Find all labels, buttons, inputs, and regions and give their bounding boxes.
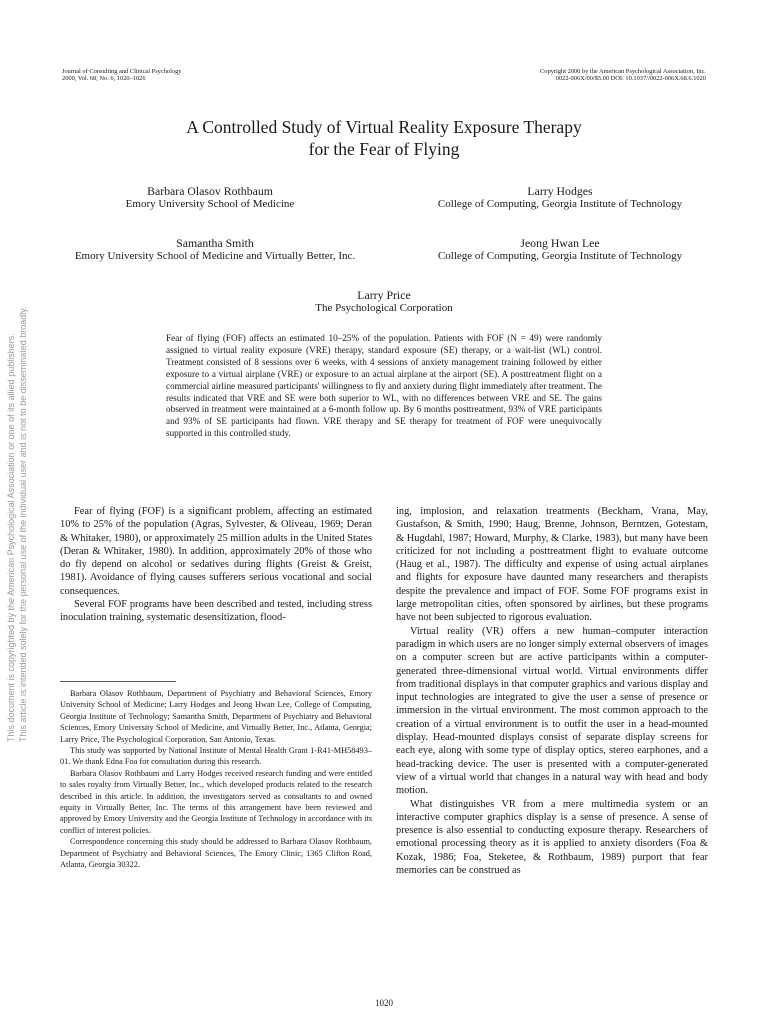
side-notice-line-2: This article is intended solely for the personal use of the individual user and is not to be disseminated broadly. bbox=[18, 306, 28, 742]
author-block bbox=[60, 237, 370, 263]
footnote-divider bbox=[60, 681, 176, 682]
paragraph: ing, implosion, and relaxation treatments (Beckham, Vrana, May, Gustafson, & Smith, 1990; Haug, Brenne, Johnson, Berntzen, Gotestam, & Hugdahl, 1987; Howard, Murphy, & Clarke, 1983), but many have been criticized for not including a posttreatment flight to evaluate outcome (Haug et al., 1987). The difficulty and expense of using actual airplanes and flights for exposure have daunted many researchers and therapists despite the prevalence and impact of FOF. Some FOF programs exist in large metropolitan cities, often sponsored by airlines, but these programs have not been subjected to rigorous evaluation. bbox=[396, 506, 708, 624]
author-block bbox=[80, 185, 340, 211]
footnote-paragraph: Correspondence concerning this study should be addressed to Barbara Olasov Rothbaum, Department of Psychiatry and Behavioral Sciences, The Emory Clinic, 1365 Clifton Road, Atlanta, Georgia 30322. bbox=[60, 837, 372, 870]
author-name: Larry Price bbox=[357, 288, 411, 302]
body-column-right bbox=[396, 505, 708, 877]
author-name: Jeong Hwan Lee bbox=[520, 236, 600, 250]
footnote-paragraph: Barbara Olasov Rothbaum, Department of Psychiatry and Behavioral Sciences, Emory University School of Medicine; Larry Hodges and Jeong Hwan Lee, College of Computing, Georgia Institute of Technology; Samantha Smith, Department of Psychiatry and Behavioral Sciences, Emory University School of Medicine, and Virtually Better, Inc., Atlanta, Georgia; Larry Price, The Psychological Corporation, San Antonio, Texas. bbox=[60, 689, 372, 744]
author-block bbox=[400, 237, 720, 263]
copyright-line: Copyright 2000 by the American Psychological Association, Inc. bbox=[540, 68, 706, 75]
footnote-paragraph: Barbara Olasov Rothbaum and Larry Hodges received research funding and were entitled to sales royalty from Virtually Better, Inc., which developed products related to the research described in this article. In addition, the investigators served as consultants to and owned equity in Virtually Better, Inc. The terms of this arrangement have been reviewed and approved by Emory University and the Georgia Institute of Technology in accordance with its conflict of interest policies. bbox=[60, 768, 372, 835]
author-name: Samantha Smith bbox=[176, 236, 254, 250]
side-notice-line-1: This document is copyrighted by the American Psychological Association or one of its allied publishers. bbox=[6, 333, 16, 742]
title-line-1: A Controlled Study of Virtual Reality Exposure Therapy bbox=[186, 117, 582, 137]
author-name: Barbara Olasov Rothbaum bbox=[147, 184, 273, 198]
journal-header bbox=[62, 68, 181, 83]
author-affiliation: The Psychological Corporation bbox=[315, 302, 453, 314]
article-title bbox=[0, 116, 768, 160]
author-affiliation: Emory University School of Medicine and Virtually Better, Inc. bbox=[74, 250, 356, 262]
paragraph: Virtual reality (VR) offers a new human–computer interaction paradigm in which users are no longer simply external observers of images on a computer screen but are active participants within a computer-generated three-dimensional virtual world. Virtual environments differ from traditional displays in that computer graphics and various display and input technologies are integrated to give the user a sense of presence or immersion in the virtual environment. The most common approach to the creation of a virtual environment is to outfit the user in a head-mounted display. Head-mounted displays consist of separate display screens for each eye, along with some type of display optics, stereo earphones, and a head-tracking device. The user is presented with a computer-generated view of a virtual world that changes in a natural way with head and body motion. bbox=[396, 625, 708, 797]
copyright-side-notice bbox=[6, 302, 36, 742]
author-block bbox=[400, 185, 720, 211]
author-name: Larry Hodges bbox=[527, 184, 593, 198]
paragraph: Fear of flying (FOF) is a significant problem, affecting an estimated 10% to 25% of the population (Agras, Sylvester, & Oliveau, 1969; Deran & Whitaker, 1980), or approximately 25 million adults in the United States (Deran & Whitaker, 1980). In addition, approximately 20% of those who do fly depend on alcohol or sedatives during flights (Greist & Greist, 1981). Avoidance of flying causes sufferers serious vocational and social consequences. bbox=[60, 506, 372, 597]
body-column-left bbox=[60, 505, 372, 625]
author-block bbox=[234, 289, 534, 315]
journal-volume: 2000, Vol. 68, No. 6, 1020–1026 bbox=[62, 75, 146, 83]
author-affiliation: College of Computing, Georgia Institute of Technology bbox=[437, 198, 683, 210]
copyright-header bbox=[540, 68, 706, 83]
author-affiliation: College of Computing, Georgia Institute of Technology bbox=[437, 250, 683, 262]
journal-name: Journal of Consulting and Clinical Psychology bbox=[62, 68, 182, 75]
title-line-2: for the Fear of Flying bbox=[308, 139, 460, 159]
abstract: Fear of flying (FOF) affects an estimated 10–25% of the population. Patients with FOF (N = 49) were randomly assigned to virtual reality exposure (VRE) therapy, standard exposure (SE) therapy, or a wait-list (WL) control. Treatment consisted of 8 sessions over 6 weeks, with 4 sessions of anxiety management training followed by either exposure to a virtual airplane (VRE) or exposure to an actual airplane at the airport (SE). A posttreatment flight on a commercial airline measured participants' willingness to fly and anxiety during flight immediately after treatment. The results indicated that VRE and SE were both superior to WL, with no differences between VRE and SE. The gains observed in treatment were maintained at a 6-month follow up. By 6 months posttreatment, 93% of VRE participants and 93% of SE participants had flown. VRE therapy and SE therapy for treatment of FOF were unequivocally supported in this controlled study. bbox=[166, 333, 602, 439]
paragraph: What distinguishes VR from a mere multimedia system or an interactive computer graphics display is a sense of presence. A sense of presence is also essential to conducting exposure therapy. Researchers of emotional processing theory as it is applied to anxiety disorders (Foa & Kozak, 1986; Foa, Steketee, & Rothbaum, 1989) purport that fear memories can be construed as bbox=[396, 798, 708, 877]
footnote-paragraph: This study was supported by National Institute of Mental Health Grant 1-R41-MH58493–01. We thank Edna Foa for consultation during this research. bbox=[60, 746, 372, 767]
author-affiliation: Emory University School of Medicine bbox=[125, 198, 295, 210]
paragraph: Several FOF programs have been described and tested, including stress inoculation training, systematic desensitization, flood- bbox=[60, 599, 372, 624]
page-number: 1020 bbox=[375, 998, 393, 1008]
doi-line: 0022-006X/00/$5.00 DOI: 10.1037//0022-006X.68.6.1020 bbox=[555, 75, 706, 83]
author-note bbox=[60, 688, 372, 871]
